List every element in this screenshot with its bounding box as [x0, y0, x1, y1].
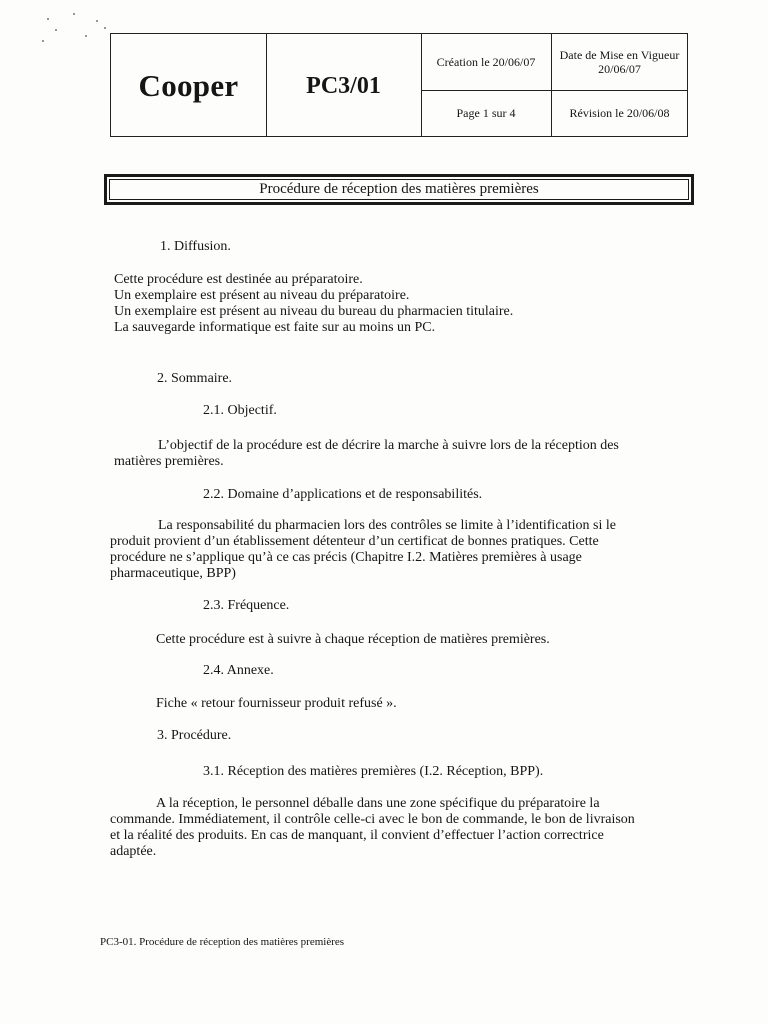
section-1-line: Cette procédure est destinée au préparatoire.: [114, 272, 363, 287]
section-2-3-body: Cette procédure est à suivre à chaque réception de matières premières.: [156, 632, 550, 647]
section-3-1-body: [110, 796, 684, 860]
document-header-table: [110, 33, 688, 137]
section-1-line: Un exemplaire est présent au niveau du bureau du pharmacien titulaire.: [114, 304, 514, 319]
section-2-heading: 2. Sommaire.: [157, 371, 233, 386]
effective-date-label: Date de Mise en Vigueur: [559, 48, 680, 62]
section-2-2-body: [110, 518, 684, 582]
section-1-line: Un exemplaire est présent au niveau du préparatoire.: [114, 288, 410, 303]
section-3-1-line: adaptée.: [110, 844, 157, 859]
procedure-title: Procédure de réception des matières premières: [109, 179, 689, 200]
section-2-1-line: matières premières.: [114, 454, 224, 469]
section-2-2-heading: 2.2. Domaine d’applications et de responsabilités.: [203, 487, 483, 502]
section-3-1-line: et la réalité des produits. En cas de manquant, il convient d’effectuer l’action correctrice: [110, 828, 604, 843]
revision-date: Révision le 20/06/08: [569, 106, 670, 120]
section-1-line: La sauvegarde informatique est faite sur au moins un PC.: [114, 320, 436, 335]
effective-date-value: 20/06/07: [598, 62, 641, 76]
section-2-2-line: procédure ne s’applique qu’à ce cas précis (Chapitre I.2. Matières premières à usage: [110, 550, 582, 565]
creation-date: Création le 20/06/07: [436, 55, 536, 69]
section-2-4-heading: 2.4. Annexe.: [203, 663, 274, 678]
page-footer: PC3-01. Procédure de réception des matières premières: [100, 936, 345, 948]
section-2-4-body: Fiche « retour fournisseur produit refusé ».: [156, 696, 397, 711]
section-2-2-line: produit provient d’un établissement détenteur d’un certificat de bonnes pratiques. Cette: [110, 534, 599, 549]
company-name: Cooper: [138, 68, 239, 103]
page-number: Page 1 sur 4: [456, 106, 516, 120]
section-2-1-body: [114, 438, 684, 470]
section-2-2-line: pharmaceutique, BPP): [110, 566, 236, 581]
section-3-heading: 3. Procédure.: [157, 728, 232, 743]
section-1-heading: 1. Diffusion.: [160, 239, 231, 254]
procedure-title-box: [104, 174, 694, 205]
section-3-1-line: commande. Immédiatement, il contrôle celle-ci avec le bon de commande, le bon de livraison: [110, 812, 635, 827]
section-2-1-heading: 2.1. Objectif.: [203, 403, 277, 418]
section-3-1-line: A la réception, le personnel déballe dans une zone spécifique du préparatoire la: [156, 796, 600, 811]
section-2-2-line: La responsabilité du pharmacien lors des contrôles se limite à l’identification si le: [158, 518, 616, 533]
section-2-1-line: L’objectif de la procédure est de décrire la marche à suivre lors de la réception des: [158, 438, 619, 453]
document-code: PC3/01: [306, 72, 381, 99]
section-3-1-heading: 3.1. Réception des matières premières (I.2. Réception, BPP).: [203, 764, 544, 779]
effective-date-cell: [551, 34, 688, 90]
section-1-body: [114, 272, 513, 336]
section-2-3-heading: 2.3. Fréquence.: [203, 598, 290, 613]
